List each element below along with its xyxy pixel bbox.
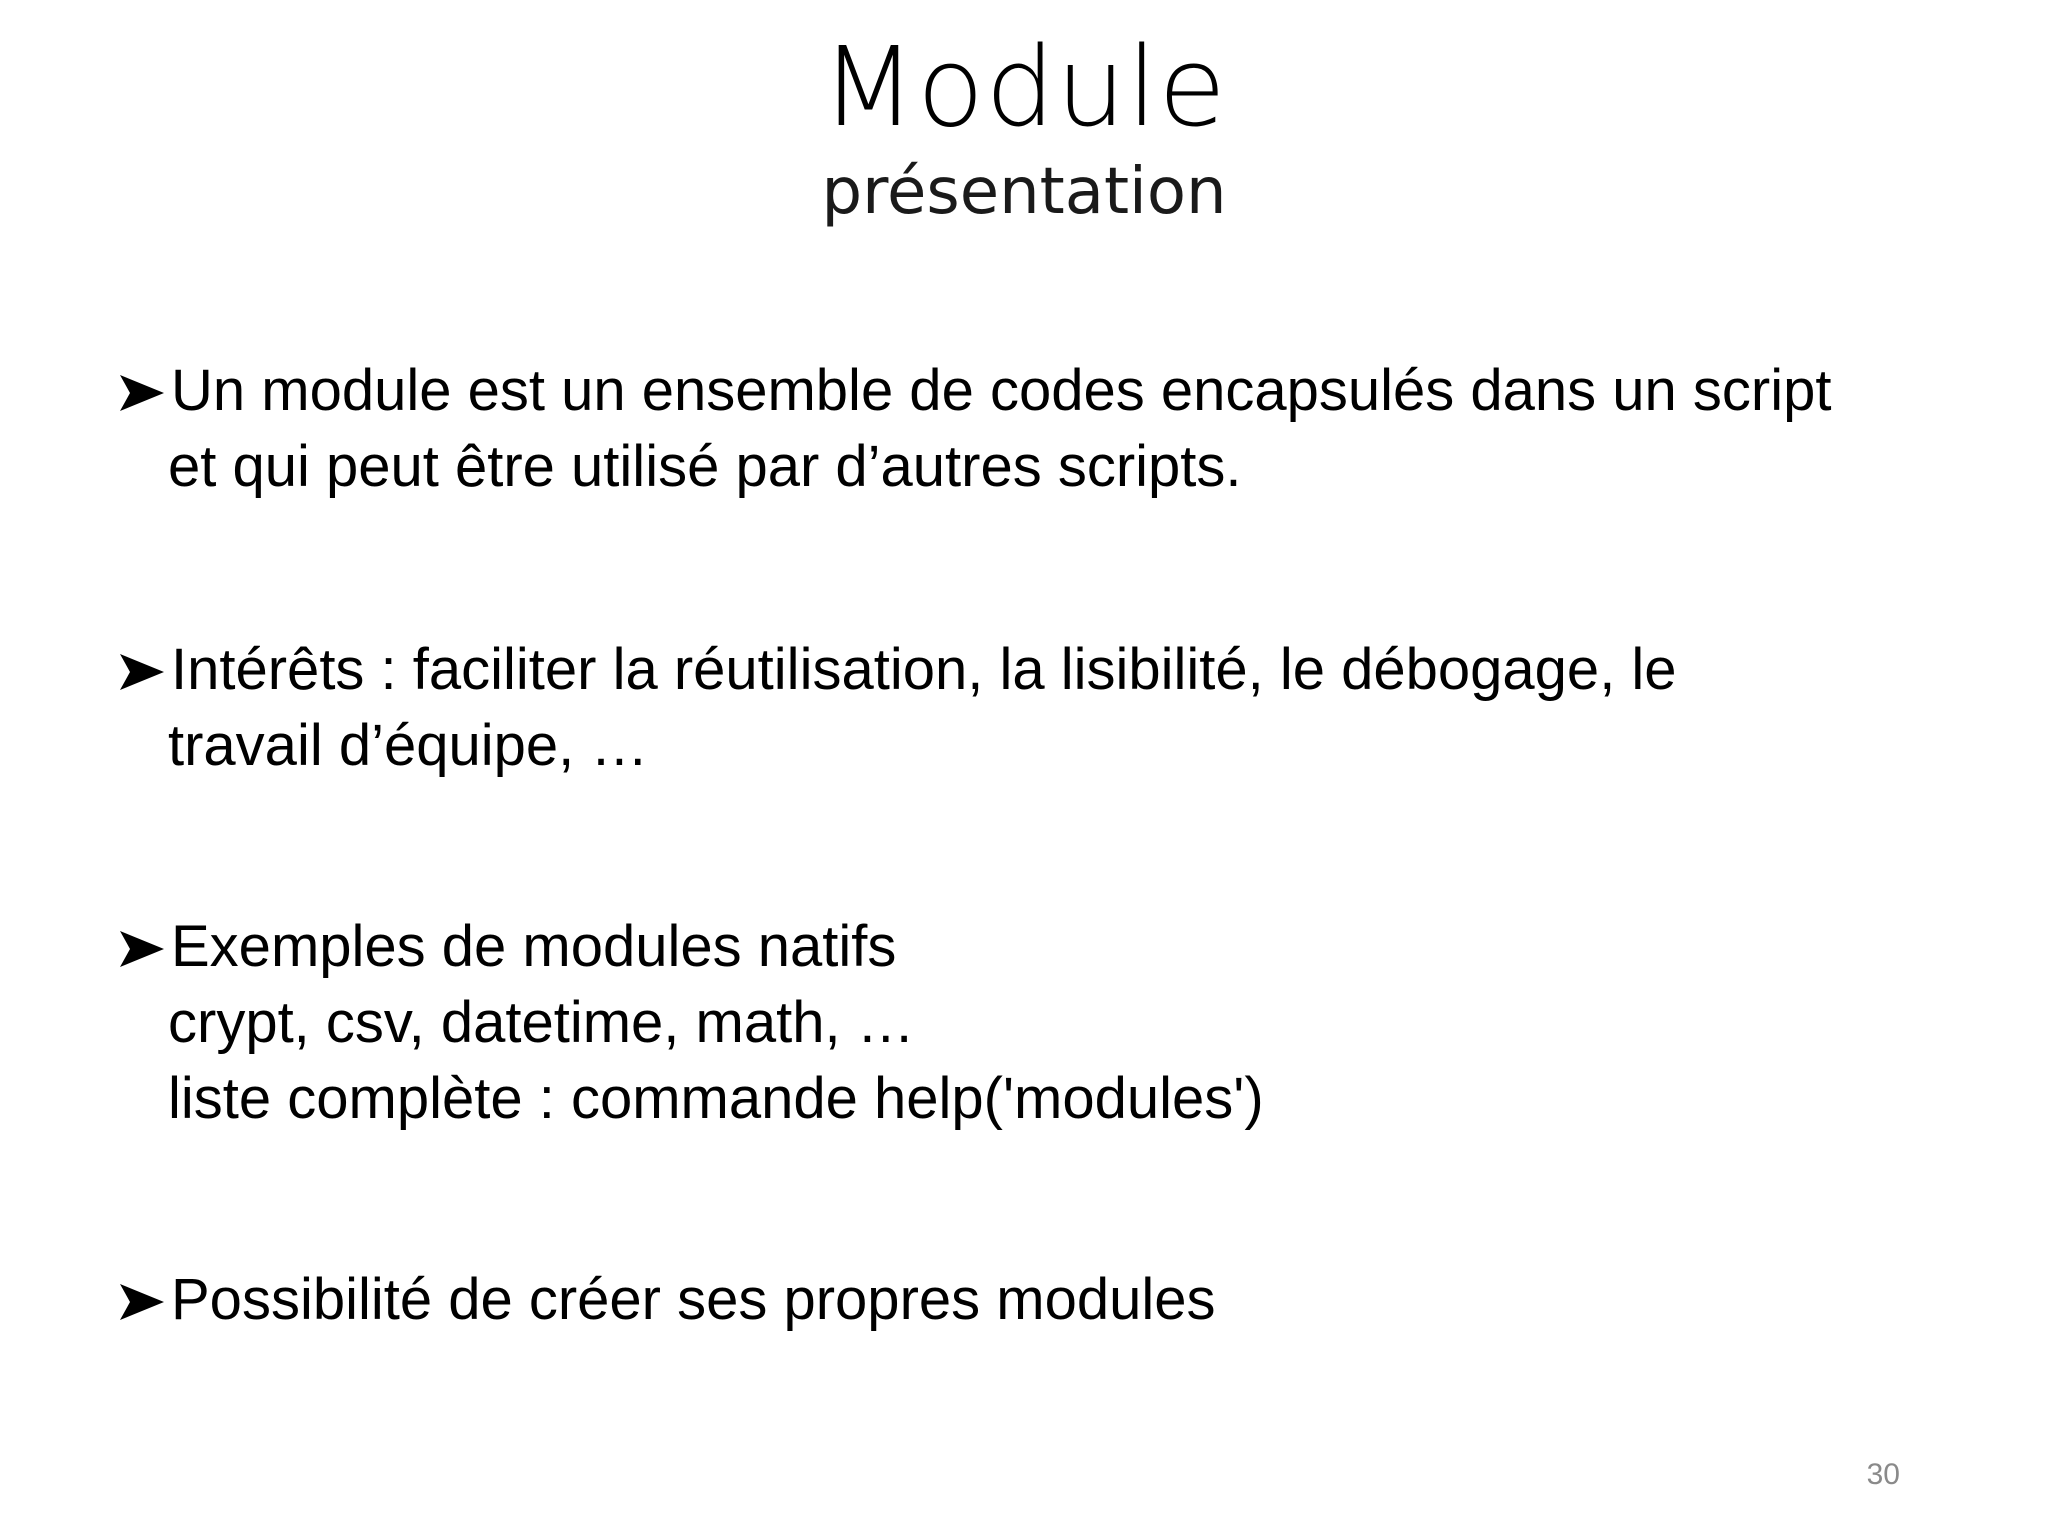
bullet-item-3 <box>116 909 1996 1137</box>
bullet-text-line: liste complète : commande help('modules') <box>168 1066 1264 1131</box>
bullet-item-4 <box>116 1262 1996 1338</box>
page-number: 30 <box>1866 1458 1900 1491</box>
bullet-item-2 <box>116 632 1996 784</box>
bullet-text-line: crypt, csv, datetime, math, … <box>168 990 915 1055</box>
bullet-text-line: travail d’équipe, … <box>168 713 649 778</box>
arrow-bullet-icon <box>116 650 168 694</box>
bullet-text-line: Possibilité de créer ses propres modules <box>171 1267 1216 1332</box>
bullet-text-line: Un module est un ensemble de codes encapsulés dans un script <box>171 358 1832 423</box>
arrow-bullet-icon <box>116 927 168 971</box>
arrow-bullet-icon <box>116 1280 168 1324</box>
bullet-text-line: Intérêts : faciliter la réutilisation, la lisibilité, le débogage, le <box>171 637 1677 702</box>
bullet-item-1 <box>116 353 1996 505</box>
arrow-bullet-icon <box>116 371 168 415</box>
bullet-text-line: et qui peut être utilisé par d’autres scripts. <box>168 434 1242 499</box>
slide-title: Module <box>821 23 1227 151</box>
bullet-text-line: Exemples de modules natifs <box>171 914 897 979</box>
slide-subtitle: présentation <box>821 155 1227 229</box>
